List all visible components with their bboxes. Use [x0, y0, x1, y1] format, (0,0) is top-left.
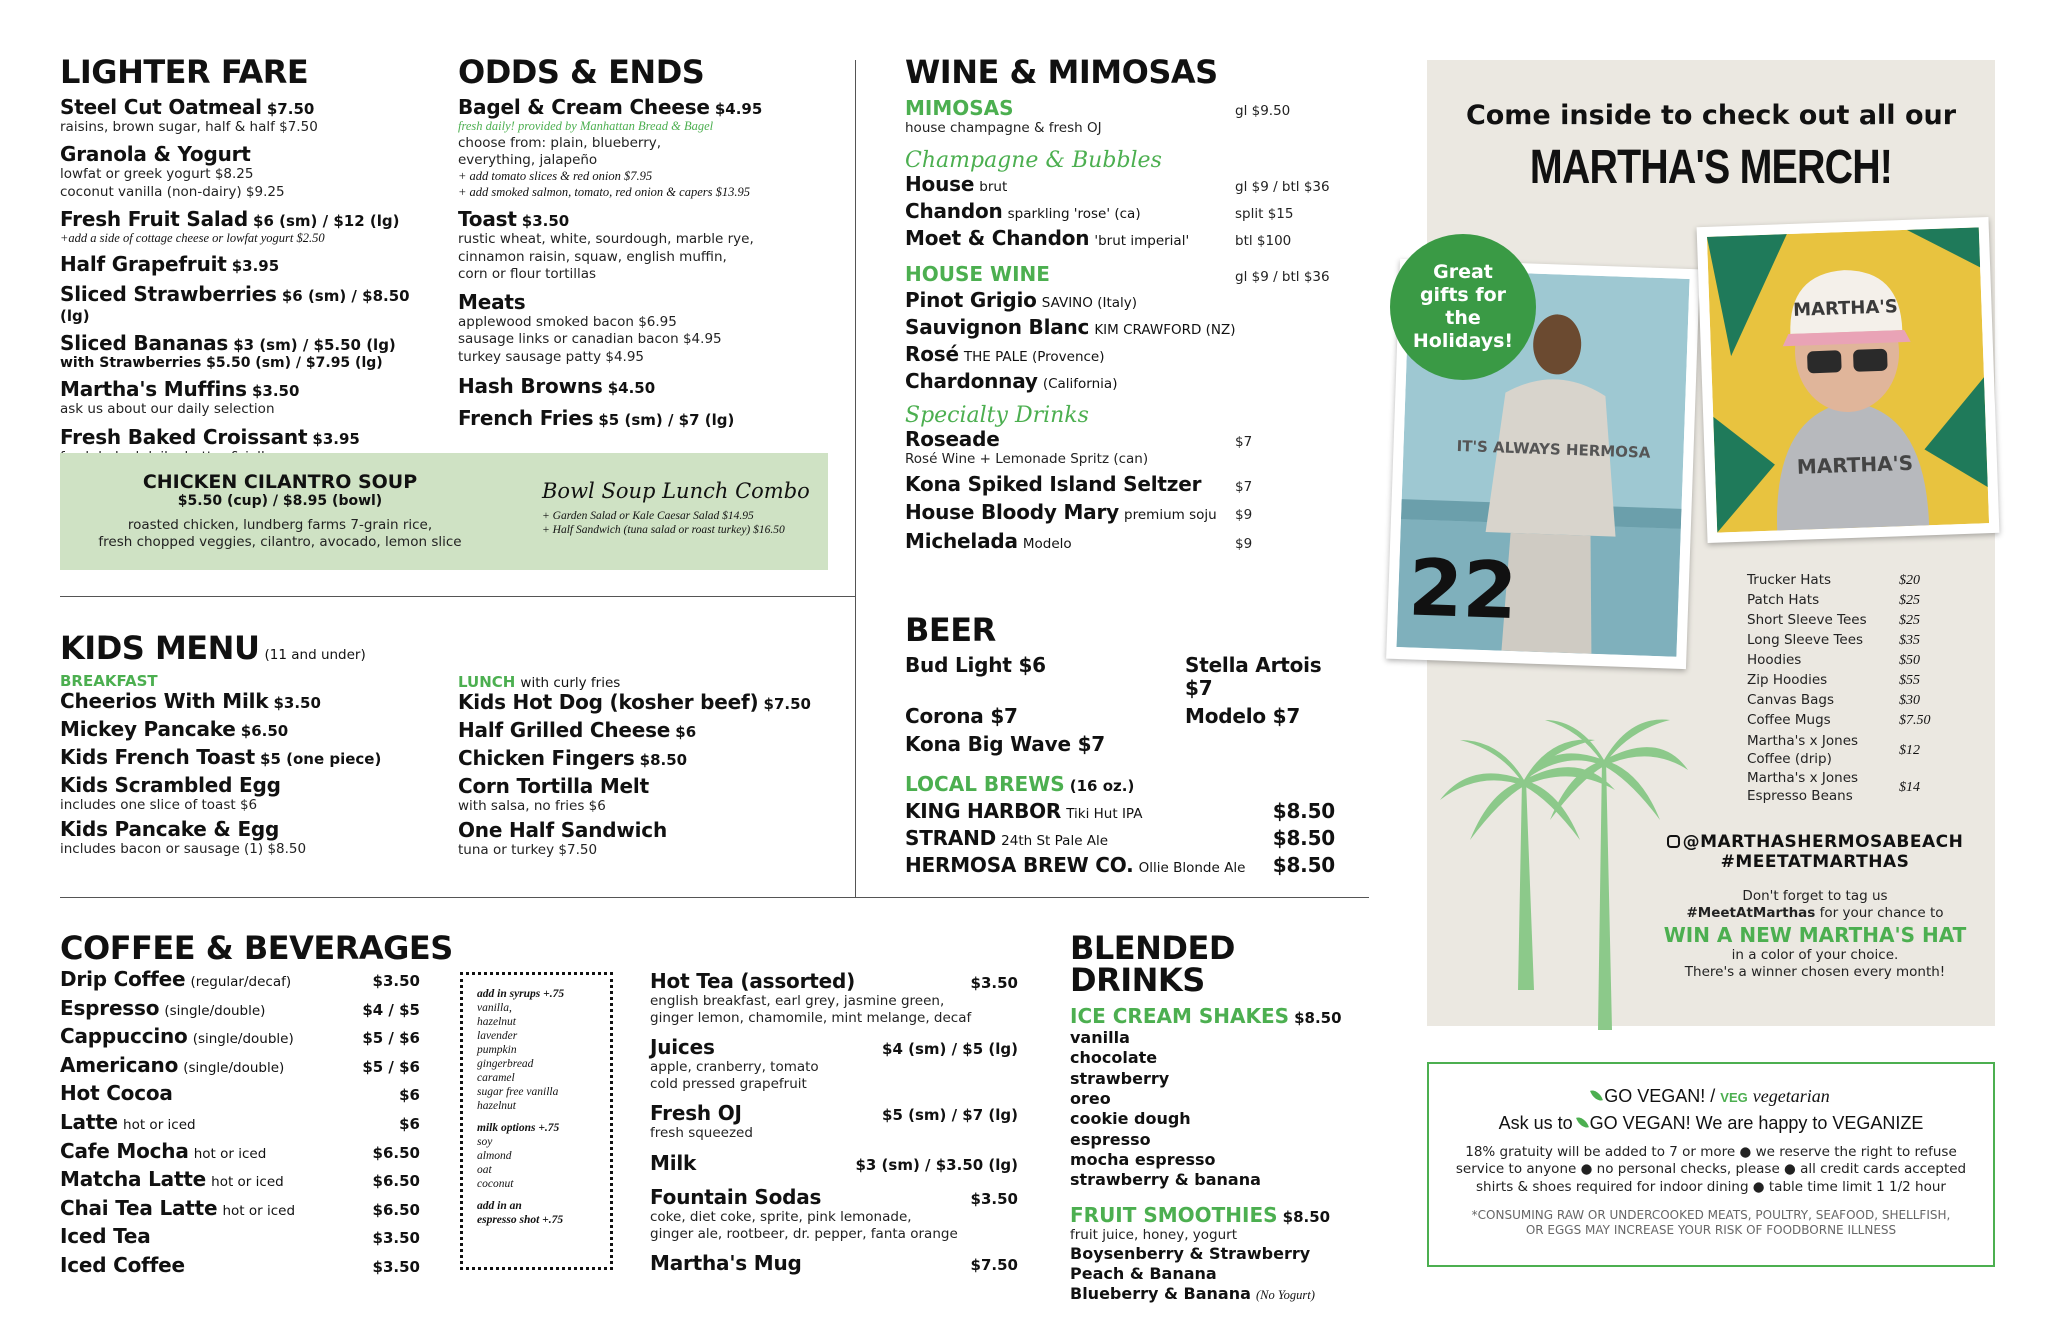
section-title: BEER [905, 611, 996, 649]
lighter-fare-section [60, 53, 440, 466]
addon-line: coconut [477, 1178, 514, 1191]
merch-item: Zip Hoodies $55 [1747, 672, 1920, 688]
menu-item: KING HARBOR Tiki Hut IPA $8.50 [905, 799, 1335, 823]
menu-item: Fresh Fruit Salad $6 (sm) / $12 (lg) +add a side of cottage cheese or lowfat yogurt $2.50 [60, 206, 400, 245]
shakes-label: ICE CREAM SHAKES [1070, 1004, 1290, 1028]
flavor: strawberry [1070, 1068, 1170, 1088]
flavor: oreo [1070, 1088, 1111, 1108]
shirt-text: MARTHA'S [1796, 450, 1914, 479]
combo-title: Bowl Soup Lunch Combo [542, 479, 810, 503]
menu-item: Bagel & Cream Cheese $4.95 fresh daily! provided by Manhattan Bread & Bagel choose from: plain, blueberry, everything, jalapeño + add tomato slices & red onion $7.95 + add smoked salmon, tomato, red onion & capers $13.95 [458, 95, 763, 199]
menu-item: Half Grilled Cheese $6 [458, 718, 697, 742]
addon-line: sugar free vanilla [477, 1086, 559, 1099]
menu-item: Kids French Toast $5 (one piece) [60, 745, 382, 769]
beer-item: Bud Light $6 [905, 653, 1046, 677]
section-title: WINE & MIMOSAS [905, 53, 1218, 91]
menu-item: Matcha Latte hot or iced $6.50 [60, 1167, 420, 1192]
odds-ends-section [458, 53, 838, 430]
menu-item: Steel Cut Oatmeal $7.50 raisins, brown sugar, half & half $7.50 [60, 95, 318, 135]
social-block: @MARTHASHERMOSABEACH #MEETATMARTHAS Don't forget to tag us #MeetAtMarthas for your chance to WIN A NEW MARTHA'S HAT in a color of your choice. There's a winner chosen every month! [1660, 832, 1970, 981]
addon-line: lavender [477, 1030, 518, 1043]
menu-item: One Half Sandwich tuna or turkey $7.50 [458, 818, 668, 859]
merch-item: Hoodies $50 [1747, 652, 1920, 668]
flavor: chocolate [1070, 1048, 1158, 1068]
hoodie-text: IT'S ALWAYS HERMOSA [1456, 436, 1651, 462]
menu-item: Milk $3 (sm) / $3.50 (lg) [650, 1151, 1018, 1175]
menu-item: Fresh OJ $5 (sm) / $7 (lg) fresh squeezed [650, 1101, 1018, 1141]
menu-item: Moet & Chandon 'brut imperial' btl $100 [905, 226, 1292, 251]
addon-line: vanilla, [477, 1002, 512, 1015]
divider [60, 596, 856, 597]
addon-line: gingerbread [477, 1058, 534, 1071]
smoothie: Blueberry & Banana [1070, 1284, 1251, 1304]
win-hat: WIN A NEW MARTHA'S HAT [1663, 922, 1967, 947]
merch-title: MARTHA'S MERCH! [1529, 141, 1893, 194]
flavor: vanilla [1070, 1028, 1130, 1047]
merch-item: Martha's x Jones Espresso Beans $14 [1747, 770, 1920, 804]
menu-item: Hot Tea (assorted) $3.50 english breakfast, earl grey, jasmine green, ginger lemon, chamomile, mint melange, decaf [650, 969, 1018, 1027]
coffee-list [60, 968, 420, 1283]
merch-item: Trucker Hats $20 [1747, 572, 1920, 588]
flavor: cookie dough [1070, 1109, 1191, 1129]
kids-menu-section: KIDS MENU (11 and under) BREAKFAST Cheerios With Milk $3.50 Mickey Pancake $6.50 Kids French Toast $5 (one piece) Kids Scrambled Egg includes one slice of toast $6 Kids Pancake & Egg includes bacon or sausage (1) $8.50 LUNCH with curly fries Kids Hot Dog (kosher beef) $7.50 Half Grilled Cheese $6 Chicken Fingers $8.50 Corn Tortilla Melt with salsa, no fries $6 One Half Sandwich tuna or turkey $7.50 [60, 632, 850, 664]
menu-item: Kona Spiked Island Seltzer $7 [905, 472, 1253, 497]
menu-item: Fresh Baked Croissant $3.95 [60, 424, 360, 449]
menu-item: Chardonnay (California) [905, 368, 1118, 393]
menu-item: Pinot Grigio SAVINO (Italy) [905, 287, 1138, 312]
menu-item: Fountain Sodas $3.50 coke, diet coke, sprite, pink lemonade, ginger ale, rootbeer, dr. pepper, fanta orange [650, 1185, 1018, 1243]
addon-line: add in syrups +.75 [477, 988, 565, 1000]
soup-box: CHICKEN CILANTRO SOUP $5.50 (cup) / $8.95 (bowl) roasted chicken, lundberg farms 7-grain rice, fresh chopped veggies, cilantro, avocado, lemon slice Bowl Soup Lunch Combo + Garden Salad or Kale Caesar Salad $14.95 + Half Sandwich (tuna salad or roast turkey) $16.50 [60, 453, 828, 570]
menu-item: HERMOSA BREW CO. Ollie Blonde Ale $8.50 [905, 853, 1335, 877]
menu-item: House Bloody Mary premium soju $9 [905, 500, 1253, 525]
hat-photo [1697, 217, 2000, 543]
beer-item: Corona $7 [905, 704, 1018, 728]
merch-item: Short Sleeve Tees $25 [1747, 612, 1920, 628]
hashtag: #MEETATMARTHAS [1720, 852, 1910, 872]
addon-line: soy [477, 1136, 493, 1149]
footer-box: GO VEGAN! / VEG vegetarian Ask us to GO VEGAN! We are happy to VEGANIZE 18% gratuity will be added to 7 or more ● we reserve the right to refuse service to anyone ● no personal checks, please ● all credit cards accepted shirts & shoes required for indoor dining ● table time limit 1 1/2 hour *CONSUMING RAW OR UNDERCOOKED MEATS, POULTRY, SEAFOOD, SHELLFISH, OR EGGS MAY INCREASE YOUR RISK OF FOODBORNE ILLNESS [1427, 1062, 1995, 1267]
flavor: espresso [1070, 1129, 1151, 1149]
instagram-handle: @MARTHASHERMOSABEACH [1682, 832, 1964, 852]
soup-price: $5.50 (cup) / $8.95 (bowl) [177, 493, 383, 509]
addon-line: almond [477, 1150, 512, 1163]
beer-item: Stella Artois $7 [1185, 653, 1322, 700]
local-brews-label: LOCAL BREWS [905, 772, 1065, 796]
merch-item: Coffee Mugs $7.50 [1747, 712, 1931, 728]
merch-item: Canvas Bags $30 [1747, 692, 1920, 708]
menu-item: Drip Coffee (regular/decaf) $3.50 [60, 967, 420, 991]
menu-item: Chai Tea Latte hot or iced $6.50 [60, 1195, 420, 1220]
menu-item: Cafe Mocha hot or iced $6.50 [60, 1138, 420, 1163]
menu-item: House brut gl $9 / btl $36 [905, 171, 1330, 196]
menu-item: Sauvignon Blanc KIM CRAWFORD (NZ) [905, 314, 1236, 339]
menu-item: Sliced Strawberries $6 (sm) / $8.50 (lg) [60, 282, 410, 326]
section-title: BLENDED DRINKS [1070, 929, 1235, 999]
smoothie: Peach & Banana [1070, 1264, 1217, 1284]
menu-item: Juices $4 (sm) / $5 (lg) apple, cranberry, tomato cold pressed grapefruit [650, 1035, 1018, 1093]
addon-line: hazelnut [477, 1100, 516, 1113]
menu-item: Espresso (single/double) $4 / $5 [60, 995, 420, 1020]
hat-text: MARTHA'S [1792, 296, 1899, 321]
beverage-list [650, 970, 1018, 1275]
menu-item: Iced Tea $3.50 [60, 1224, 420, 1249]
wine-section: WINE & MIMOSAS MIMOSAS gl $9.50 house champagne & fresh OJ Champagne & Bubbles House brut gl $9 / btl $36 Chandon sparkling 'rose' (ca) split $15 Moet & Chandon 'brut imperial' btl $100 HOUSE WINE gl $9 / btl $36 Pinot Grigio SAVINO (Italy) Sauvignon Blanc KIM CRAWFORD (NZ) Rosé THE PALE (Provence) Chardonnay (California) Specialty Drinks Roseade $7 Rosé Wine + Lemonade Spritz (can) Kona Spiked Island Seltzer $7 House Bloody Mary premium soju $9 Michelada Modelo $9 [905, 56, 1345, 553]
smoothie: Boysenberry & Strawberry [1070, 1243, 1311, 1263]
merch-price-list [1747, 572, 1947, 806]
menu-item: Kids Scrambled Egg includes one slice of toast $6 [60, 773, 281, 813]
section-title: LIGHTER FARE [60, 53, 309, 91]
addon-line: pumpkin [477, 1044, 517, 1057]
section-title: KIDS MENU [60, 629, 260, 667]
menu-item: Iced Coffee $3.50 [60, 1252, 420, 1277]
menu-item: Half Grapefruit $3.95 [60, 252, 280, 277]
merch-item: Martha's x Jones Coffee (drip) $12 [1747, 733, 1920, 767]
addon-line: hazelnut [477, 1016, 516, 1029]
addon-line: milk options +.75 [477, 1122, 560, 1135]
menu-item: Americano (single/double) $5 / $6 [60, 1052, 420, 1077]
merch-headline: Come inside to check out all our [1465, 100, 1957, 131]
flavor: strawberry & banana [1070, 1170, 1261, 1190]
divider [855, 60, 856, 897]
menu-item: Cappuccino (single/double) $5 / $6 [60, 1024, 420, 1049]
addon-line: caramel [477, 1072, 515, 1085]
divider [60, 897, 1369, 898]
menu-item: Michelada Modelo $9 [905, 528, 1253, 553]
mimosas-label: MIMOSAS [905, 96, 1014, 120]
addon-line: add in an [477, 1200, 522, 1213]
merch-item: Patch Hats $25 [1747, 592, 1920, 608]
leaf-icon [1576, 1115, 1589, 1130]
menu-item: Granola & Yogurt lowfat or greek yogurt $8.25 coconut vanilla (non-dairy) $9.25 [60, 142, 285, 200]
tower-number: 22 [1407, 543, 1519, 638]
menu-item: Rosé THE PALE (Provence) [905, 341, 1105, 366]
menu-item: Kids Hot Dog (kosher beef) $7.50 [458, 690, 811, 714]
specialty-heading: Specialty Drinks [905, 402, 1089, 428]
addons-box [460, 972, 613, 1270]
menu-item: Meats applewood smoked bacon $6.95 sausage links or canadian bacon $4.95 turkey sausage patty $4.95 [458, 290, 722, 365]
menu-item: Corn Tortilla Melt with salsa, no fries $6 [458, 774, 649, 814]
menu-item: Mickey Pancake $6.50 [60, 717, 289, 741]
menu-item: Hot Cocoa $6 [60, 1081, 420, 1106]
menu-item: Cheerios With Milk $3.50 [60, 689, 321, 713]
beer-section: BEER Bud Light $6 Stella Artois $7 Corona $7 Modelo $7 Kona Big Wave $7 LOCAL BREWS (16 oz.) KING HARBOR Tiki Hut IPA $8.50 STRAND 24th St Pale Ale $8.50 HERMOSA BREW CO. Ollie Blonde Ale $8.50 [905, 614, 1345, 877]
flavor: mocha espresso [1070, 1149, 1216, 1169]
hat-photo-image [1707, 227, 1989, 532]
menu-item: Roseade $7 [905, 426, 1253, 451]
soup-title: CHICKEN CILANTRO SOUP [142, 471, 418, 493]
champagne-heading: Champagne & Bubbles [905, 147, 1162, 173]
menu-item: French Fries $5 (sm) / $7 (lg) [458, 406, 735, 430]
blended-section: BLENDED DRINKS ICE CREAM SHAKES $8.50 vanilla chocolate strawberry oreo cookie dough espresso mocha espresso strawberry & banana FRUIT SMOOTHIES $8.50 fruit juice, honey, yogurt Boysenberry & Strawberry Peach & Banana Blueberry & Banana (No Yogurt) [1070, 932, 1360, 1305]
lunch-label: LUNCH [458, 673, 516, 691]
house-wine-label: HOUSE WINE [905, 262, 1050, 287]
menu-item: Chandon sparkling 'rose' (ca) split $15 [905, 198, 1294, 223]
breakfast-label: BREAKFAST [60, 672, 158, 690]
addon-line: espresso shot +.75 [477, 1214, 564, 1227]
menu-item: Martha's Muffins $3.50 ask us about our daily selection [60, 377, 300, 418]
menu-item: Sliced Bananas $3 (sm) / $5.50 (lg) with Strawberries $5.50 (sm) / $7.95 (lg) [60, 331, 396, 372]
addon-line: oat [477, 1164, 492, 1177]
menu-item: Hash Browns $4.50 [458, 374, 656, 398]
merch-item: Long Sleeve Tees $35 [1747, 632, 1920, 648]
menu-item: Kids Pancake & Egg includes bacon or sausage (1) $8.50 [60, 817, 307, 858]
leaf-icon [1590, 1088, 1603, 1103]
coffee-section [60, 929, 1060, 967]
section-title: COFFEE & BEVERAGES [60, 929, 453, 967]
menu-item: STRAND 24th St Pale Ale $8.50 [905, 826, 1335, 850]
beer-item: Modelo $7 [1185, 704, 1301, 728]
menu-item: Chicken Fingers $8.50 [458, 746, 688, 770]
menu-item: Toast $3.50 rustic wheat, white, sourdough, marble rye, cinnamon raisin, squaw, english muffin, corn or flour tortillas [458, 207, 754, 282]
menu-item: Latte hot or iced $6 [60, 1109, 420, 1134]
beer-item: Kona Big Wave $7 [905, 732, 1106, 756]
section-title: ODDS & ENDS [458, 53, 705, 91]
smoothies-label: FRUIT SMOOTHIES [1070, 1202, 1278, 1227]
instagram-icon [1667, 835, 1680, 848]
menu-item: Martha's Mug $7.50 [650, 1251, 1018, 1275]
holiday-badge: Great gifts for the Holidays! [1390, 234, 1536, 380]
